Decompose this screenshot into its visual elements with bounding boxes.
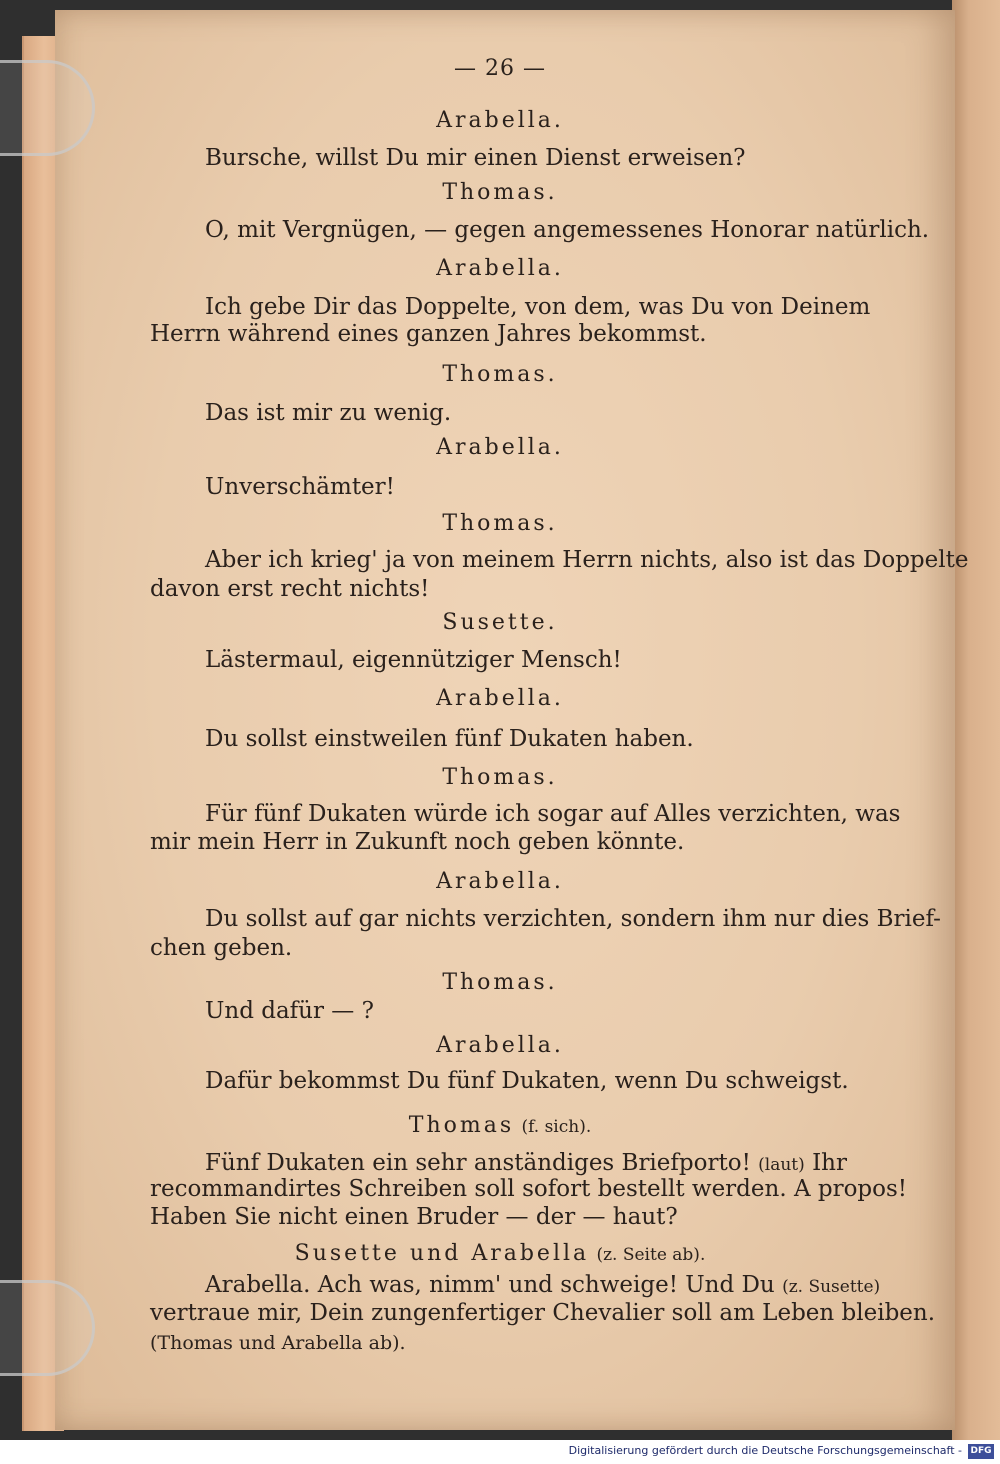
adjacent-page-edge (952, 0, 1000, 1440)
speaker-heading: Arabella. (436, 108, 564, 133)
dialogue-line: chen geben. (150, 935, 293, 961)
dialogue-line: davon erst recht nichts! (150, 576, 430, 602)
dialogue-line (205, 1150, 847, 1176)
speaker-heading: Thomas. (442, 970, 558, 995)
dialogue-text: Fünf Dukaten ein sehr anständiges Briefporto! (205, 1150, 751, 1176)
dialogue-line: Für fünf Dukaten würde ich sogar auf Alles verzichten, was (205, 801, 901, 827)
dialogue-text: Ihr (812, 1150, 847, 1176)
dialogue-line: O, mit Vergnügen, — gegen angemessenes Honorar natürlich. (205, 217, 930, 243)
dialogue-line: Aber ich krieg' ja von meinem Herrn nichts, also ist das Doppelte (205, 547, 969, 573)
stage-direction: (z. Susette) (782, 1277, 881, 1297)
speaker-heading: Susette. (442, 610, 558, 635)
speaker-heading: Thomas. (442, 362, 558, 387)
speaker-name: Thomas (408, 1113, 515, 1138)
stage-direction-line: (Thomas und Arabella ab). (150, 1332, 406, 1354)
speaker-heading: Arabella. (436, 686, 564, 711)
dialogue-line: Du sollst auf gar nichts verzichten, sondern ihm nur dies Brief- (205, 906, 941, 932)
speaker-heading: Arabella. (436, 256, 564, 281)
dialogue-text: Arabella. Ach was, nimm' und schweige! Und Du (205, 1272, 775, 1298)
dialogue-line: vertraue mir, Dein zungenfertiger Chevalier soll am Leben bleiben. (150, 1300, 936, 1326)
dialogue-line: Und dafür — ? (205, 998, 374, 1024)
dialogue-line: Ich gebe Dir das Doppelte, von dem, was Du von Deinem (205, 294, 871, 320)
dialogue-line: Das ist mir zu wenig. (205, 400, 452, 426)
stage-direction: (z. Seite ab). (596, 1245, 706, 1265)
speaker-heading-with-direction (0, 1112, 1000, 1138)
dialogue-line: Unverschämter! (205, 474, 395, 500)
speaker-heading: Thomas. (442, 180, 558, 205)
speaker-heading: Thomas. (442, 765, 558, 790)
dialogue-line: recommandirtes Schreiben soll sofort bestellt werden. A propos! (150, 1176, 908, 1202)
dfg-logo: DFG (968, 1444, 994, 1459)
speaker-name: Susette und Arabella (294, 1241, 590, 1266)
footer-credit: Digitalisierung gefördert durch die Deutsche Forschungsgemeinschaft - (568, 1444, 962, 1457)
speaker-heading: Thomas. (442, 511, 558, 536)
page-number: — 26 — (454, 56, 546, 81)
dialogue-line: Bursche, willst Du mir einen Dienst erweisen? (205, 145, 746, 171)
dialogue-line: Lästermaul, eigennütziger Mensch! (205, 647, 622, 673)
dialogue-line: Herrn während eines ganzen Jahres bekommst. (150, 321, 707, 347)
paper-clip-bottom (0, 1280, 95, 1376)
speaker-heading: Arabella. (436, 1033, 564, 1058)
dialogue-line: mir mein Herr in Zukunft noch geben könnte. (150, 829, 685, 855)
speaker-heading: Arabella. (436, 869, 564, 894)
stage-direction: (laut) (758, 1155, 805, 1175)
dialogue-line (205, 1272, 880, 1298)
dialogue-line: Haben Sie nicht einen Bruder — der — haut? (150, 1204, 678, 1230)
stage-direction: (f. sich). (521, 1117, 592, 1137)
dialogue-line: Dafür bekommst Du fünf Dukaten, wenn Du schweigst. (205, 1068, 849, 1094)
dialogue-line: Du sollst einstweilen fünf Dukaten haben. (205, 726, 694, 752)
digitization-footer (0, 1440, 1000, 1464)
speaker-heading: Arabella. (436, 435, 564, 460)
speaker-heading-with-direction (0, 1240, 1000, 1266)
